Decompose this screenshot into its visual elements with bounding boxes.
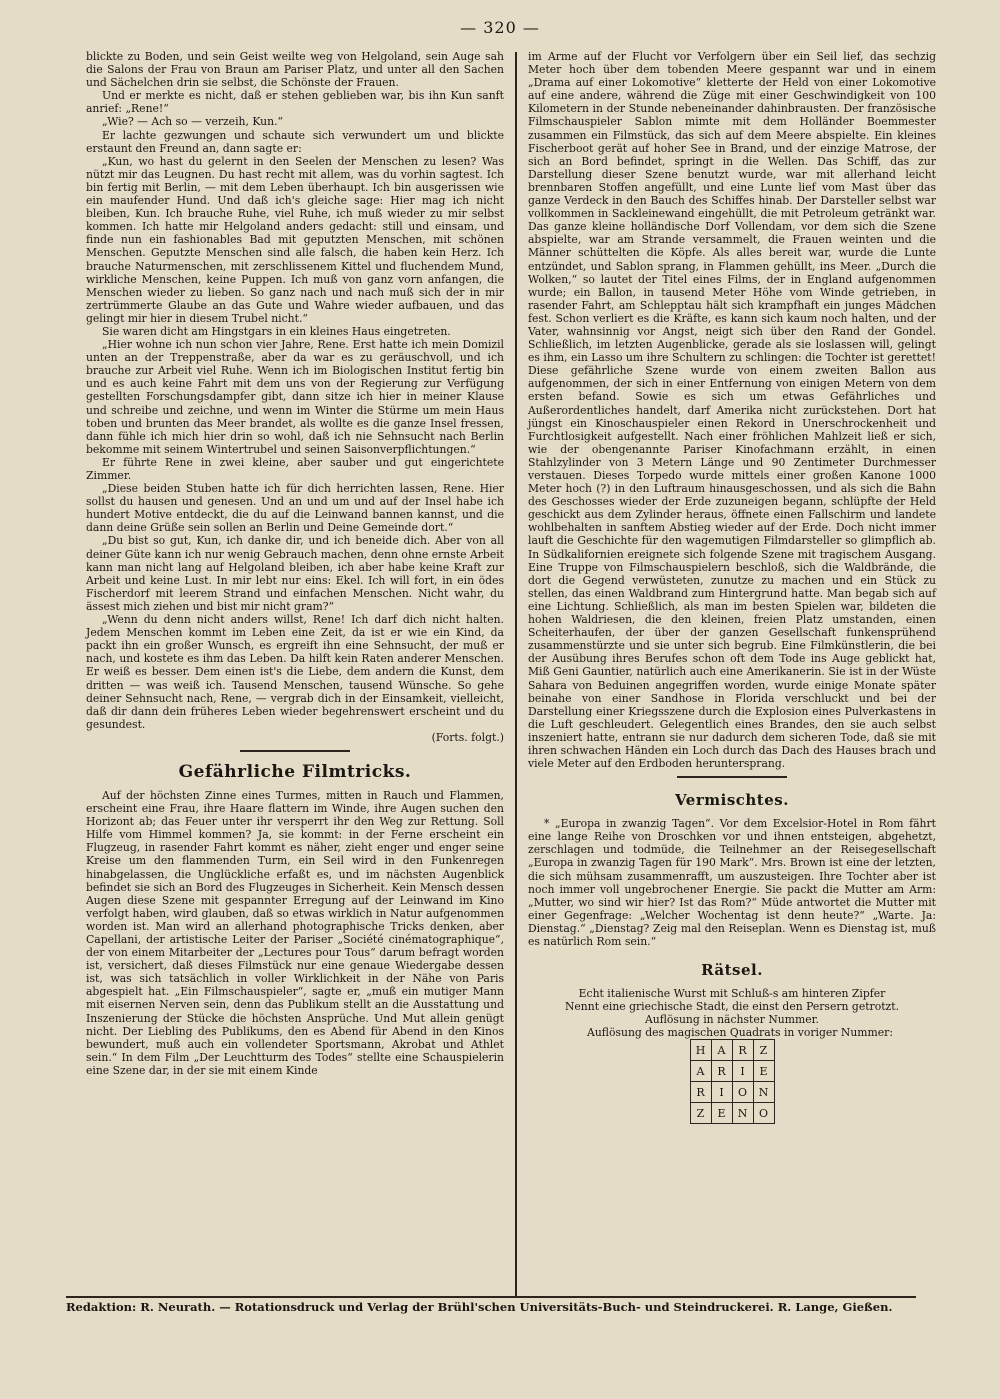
square-row	[690, 1082, 774, 1103]
square-cell: N	[753, 1082, 774, 1103]
square-cell: Z	[753, 1040, 774, 1061]
story-paragraph: Sie waren dicht am Hingstgars in ein kleines Haus eingetreten.	[102, 324, 451, 338]
misc-paragraph: * „Europa in zwanzig Tagen“. Vor dem Excelsior-Hotel in Rom fährt eine lange Reihe von Droschken vor und ihnen entsteigen, abgehetzt, zerschlagen und todmüde, die Teilnehmer an der Reisegesellschaft „Europa in zwanzig Tagen für 190 Mark“. Mrs. Brown ist eine der letzten, die sich mühsam zusammenrafft, um auszusteigen. Ihre Tochter aber ist noch immer voll ungebrochener Energie. Sie packt die Mutter am Arm: „Mutter, wo sind wir hier? Ist das Rom?“ Müde antwortet die Mutter mit einer Gegenfrage: „Welcher Wochentag ist denn heute?“ „Warte. Ja: Dienstag.“ „Dienstag? Zeig mal den Reiseplan. Wenn es Dienstag ist, muß es natürlich Rom sein.“	[528, 817, 936, 948]
square-row	[690, 1040, 774, 1061]
page-number: — 320 —	[460, 18, 540, 37]
square-cell: I	[711, 1082, 732, 1103]
square-cell: E	[753, 1061, 774, 1082]
article-paragraph: Auf der höchsten Zinne eines Turmes, mitten in Rauch und Flammen, erscheint eine Frau, ihre Haare flattern im Winde, ihre Augen suchen den Horizont ab; das Feuer unter ihr versperrt ihr den Weg zur Rettung. Soll Hilfe vom Himmel kommen? Ja, sie kommt: in der Ferne erscheint ein Flugzeug, in rasender Fahrt kommt es näher, zieht enger und enger seine Kreise um den flammenden Turm, ein Seil wird in den Funkenregen hinabgelassen, die Unglückliche erfaßt es, und im nächsten Augenblick befindet sie sich an Bord des Flugzeuges in Sicherheit. Kein Mensch dessen Augen diese Szene mit gespannter Erregung auf der Leinwand im Kino verfolgt haben, wird glauben, daß so etwas wirklich in Natur aufgenommen worden ist. Man wird an allerhand photographische Tricks denken, aber Capellani, der artistische Leiter der Pariser „Société cinématographique“, der von einem Mitarbeiter der „Lectures pour Tous“ darum befragt worden ist, versichert, daß dieses Filmstück nur eine genaue Wiedergabe dessen ist, was sich tatsächlich in voller Wirklichkeit in der Nähe von Paris abgespielt hat. „Ein Filmschauspieler“, sagte er, „muß ein mutiger Mann mit eisernen Nerven sein, denn das Publikum stellt an die Ausstattung und Inszenierung der Stücke die höchsten Ansprüche. Und Mut allein genügt nicht. Der Liebling des Publikums, den es Abend für Abend in den Kinos bewundert, muß auch ein vollendeter Sportsmann, Akrobat und Athlet sein.“ In dem Film „Der Leuchtturm des Todes“ stellte eine Schauspielerin eine Szene dar, in der sie mit einem Kinde	[86, 788, 504, 1077]
story-paragraph: „Diese beiden Stuben hatte ich für dich herrichten lassen, Rene. Hier sollst du hausen und genesen. Und an und um und auf der Insel habe ich hundert Motive entdeckt, die du auf die Leinwand bannen kannst, und die dann deine Grüße sein sollen an Berlin und Deine Gemeinde dort.“	[86, 482, 504, 535]
square-cell: O	[753, 1103, 774, 1124]
imprint-footer: Redaktion: R. Neurath. — Rotationsdruck und Verlag der Brühl'schen Universitäts-Buch- und Steindruckerei. R. Lange, Gießen.	[66, 1300, 893, 1314]
right-column	[528, 50, 936, 1124]
riddle-line: Nennt eine griechische Stadt, die einst den Persern getrotzt.	[564, 1000, 900, 1014]
square-cell: Z	[690, 1103, 711, 1124]
square-row	[690, 1103, 774, 1124]
riddle	[528, 987, 936, 1026]
story-paragraph: Und er merkte es nicht, daß er stehen geblieben war, bis ihn Kun sanft anrief: „Rene!“	[86, 89, 504, 116]
section-divider	[240, 750, 350, 752]
story-paragraph: „Wie? — Ach so — verzeih, Kun.“	[102, 115, 284, 129]
square-cell: E	[711, 1103, 732, 1124]
story-paragraph: „Kun, wo hast du gelernt in den Seelen der Menschen zu lesen? Was nützt mir das Leugnen. Du hast recht mit allem, was du vorhin sagtest. Ich bin fertig mit Berlin, — mit dem Leben überhaupt. Ich bin ausgerissen wie ein maufender Hund. Und daß ich's gleiche sage: Hier mag ich nicht bleiben, Kun. Ich brauche Ruhe, viel Ruhe, ich muß wieder zu mir selbst kommen. Ich hatte mir Helgoland anders gedacht: still und einsam, und finde nun ein fashionables Bad mit geputzten Menschen, mit schönen Menschen. Geputzte Menschen sind alle falsch, die haben kein Herz. Ich brauche Naturmenschen, mit zerschlissenem Kittel und fluchendem Mund, wirkliche Menschen, keine Puppen. Ich muß von ganz vorn anfangen, die Menschen wieder zu lieben. So ganz nach und nach muß sich der in mir zertrümmerte Glaube an das Gute und Wahre wieder aufbauen, und das gelingt mir hier in diesem Trubel nicht.“	[86, 154, 504, 325]
square-cell: R	[711, 1061, 732, 1082]
magic-square	[690, 1039, 775, 1124]
story-paragraph: „Du bist so gut, Kun, ich danke dir, und ich beneide dich. Aber von all deiner Güte kann ich nur wenig Gebrauch machen, denn ohne ernste Arbeit kann man nicht lang auf Helgoland bleiben, ich aber habe keine Kraft zur Arbeit und keine Lust. In mir lebt nur eins: Ekel. Ich will fort, in ein ödes Fischerdorf mit leerem Strand und einfachen Menschen. Nicht wahr, du ässest mich ziehen und bist mir nicht gram?“	[86, 534, 504, 613]
solution-caption: Auflösung des magischen Quadrats in voriger Nummer:	[587, 1026, 893, 1040]
square-row	[690, 1061, 774, 1082]
square-cell: R	[690, 1082, 711, 1103]
misc-title: Vermischtes.	[675, 791, 789, 810]
left-column	[86, 50, 504, 1077]
column-divider	[515, 52, 517, 1297]
footer-divider	[66, 1296, 916, 1298]
story-paragraph: „Wenn du denn nicht anders willst, Rene! Ich darf dich nicht halten. Jedem Menschen kommt im Leben eine Zeit, da ist er wie ein Kind, da packt ihn ein großer Wunsch, es ergreift ihn eine Sehnsucht, der muß er nach, und kostete es ihm das Leben. Da hilft kein Raten anderer Menschen. Er weiß es besser. Dem einen ist's die Liebe, dem andern die Kunst, dem dritten — was weiß ich. Tausend Menschen, tausend Wünsche. So gehe deiner Sehnsucht nach, Rene, — vergrab dich in der Einsamkeit, vielleicht, daß dir dann dein früheres Leben wieder begehrenswert erscheint und du gesundest.	[86, 613, 504, 731]
continued-note: (Forts. folgt.)	[431, 730, 504, 744]
square-cell: A	[690, 1061, 711, 1082]
square-cell: O	[732, 1082, 753, 1103]
square-cell: R	[732, 1040, 753, 1061]
square-cell: A	[711, 1040, 732, 1061]
square-cell: N	[732, 1103, 753, 1124]
story-paragraph: Er lachte gezwungen und schaute sich verwundert um und blickte erstaunt den Freund an, dann sagte er:	[86, 128, 504, 155]
square-cell: H	[690, 1040, 711, 1061]
story-paragraph: „Hier wohne ich nun schon vier Jahre, Rene. Erst hatte ich mein Domizil unten an der Treppenstraße, aber da war es zu geräuschvoll, und ich brauche zur Arbeit viel Ruhe. Wenn ich im Biologischen Institut fertig bin und es auch keine Fahrt mit dem uns von der Regierung zur Verfügung gestellten Forschungsdampfer gibt, dann sitze ich hier in meiner Klause und schreibe und zeichne, und wenn im Winter die Stürme um mein Haus toben und brunten das Meer brandet, als wollte es die ganze Insel fressen, dann fühle ich mich hier drin so wohl, daß ich nie Sehnsucht nach Berlin bekomme mit seinem Wintertrubel und seinen Saisonverpflichtungen.“	[86, 338, 504, 456]
article-paragraph: im Arme auf der Flucht vor Verfolgern über ein Seil lief, das sechzig Meter hoch über dem tobenden Meere gespannt war und in einem „Drama auf einer Lokomotive“ kletterte der Held von einer Lokomotive auf eine andere, während die Züge mit einer Geschwindigkeit von 100 Kilometern in der Stunde nebeneinander dahinbrausten. Der französische Filmschauspieler Sablon mimte mit dem Holländer Boemmester zusammen ein Filmstück, das sich auf dem Meere abspielte. Ein kleines Fischerboot gerät auf hoher See in Brand, und der einzige Matrose, der sich an Bord befindet, springt in die Wellen. Das Schiff, das zur Darstellung dieser Szene benutzt wurde, war mit allerhand leicht brennbaren Stoffen angefüllt, und eine Lunte lief vom Mast über das ganze Verdeck in den Bauch des Schiffes hinab. Der Darsteller selbst war vollkommen in Sackleinewand eingehüllt, die mit Petroleum getränkt war. Das ganze kleine holländische Dorf Vollendam, vor dem sich die Szene abspielte, war am Strande versammelt, die Frauen weinten und die Männer schüttelten die Köpfe. Als alles bereit war, wurde die Lunte entzündet, und Sablon sprang, in Flammen gehüllt, ins Meer. „Durch die Wolken,“ so lautet der Titel eines Films, der in England aufgenommen wurde; ein Ballon, in tausend Meter Höhe vom Winde getrieben, in rasender Fahrt, am Schlepptau hält sich krampfhaft ein junges Mädchen fest. Schon verliert es die Kräfte, es kann sich kaum noch halten, und der Vater, wahnsinnig vor Angst, neigt sich über den Rand der Gondel. Schließlich, im letzten Augenblicke, gerade als sie loslassen will, gelingt es ihm, ein Lasso um ihre Schultern zu schlingen: die Tochter ist gerettet! Diese gefährliche Szene wurde von einem zweiten Ballon aus aufgenommen, der sich in einer Entfernung von einigen Metern von dem ersten befand. Sowie es sich um etwas Gefährliches und Außerordentliches handelt, darf Amerika nicht zurückstehen. Dort hat jüngst ein Kinoschauspieler einen Rekord in Unerschrockenheit und Furchtlosigkeit aufgestellt. Nach einer fröhlichen Mahlzeit ließ er sich, wie der obengenannte Pariser Kinofachmann erzählt, in einen Stahlzylinder von 3 Metern Länge und 90 Zentimeter Durchmesser verstauen. Dieses Torpedo wurde mittels einer großen Kanone 1000 Meter hoch (?) in den Luftraum hinausgeschossen, und als sich die Bahn des Geschosses wieder der Erde zuzuneigen begann, schlüpfte der Held geschickt aus dem Zylinder heraus, öffnete einen Fallschirm und landete wohlbehalten in sanftem Abstieg wieder auf der Erde. Doch nicht immer lauft die Geschichte für den wagemutigen Filmdarsteller so glimpflich ab. In Südkalifornien ereignete sich folgende Szene mit tragischem Ausgang. Eine Truppe von Filmschauspielern beschloß, sich die Waldbrände, die dort die Gegend verwüsteten, zunutze zu machen und ein Stück zu stellen, das einen Waldbrand zum Hintergrund hatte. Man begab sich auf eine Lichtung. Schließlich, als man im besten Spielen war, bildeten die hohen Waldriesen, die den kleinen, freien Platz umstanden, einen Scheiterhaufen, der über der ganzen Gesellschaft funkensprühend zusammenstürzte und sie unter sich begrub. Eine Filmkünstlerin, die bei der Ausübung ihres Berufes schon oft dem Tode ins Auge geblickt hat, Miß Geni Gauntier, natürlich auch eine Amerikanerin. Sie ist in der Wüste Sahara von Beduinen angegriffen worden, wurde einige Monate später beinahe von einer Sandhose in Florida verschluckt und bei der Darstellung einer Kriegsszene durch die Explosion eines Pulverkastens in die Luft geschleudert. Gelegentlich eines Brandes, den sie auch selbst inszeniert hatte, entrann sie nur dadurch dem sicheren Tode, daß sie mit ihren schwachen Händen ein Loch durch das Dach des Hauses brach und viele Meter auf den Erdboden heruntersprang.	[528, 50, 936, 771]
section-divider	[677, 776, 787, 778]
riddle-title: Rätsel.	[701, 961, 763, 980]
square-cell: I	[732, 1061, 753, 1082]
article-title: Gefährliche Filmtricks.	[178, 761, 412, 782]
riddle-line: Echt italienische Wurst mit Schluß-s am hinteren Zipfer	[578, 987, 886, 1001]
story-paragraph: blickte zu Boden, und sein Geist weilte weg von Helgoland, sein Auge sah die Salons der Frau von Braun am Pariser Platz, und unter all den Sachen und Sächelchen drin sie selbst, die Schönste der Frauen.	[86, 50, 504, 90]
riddle-line: Auflösung in nächster Nummer.	[644, 1013, 819, 1027]
story-paragraph: Er führte Rene in zwei kleine, aber sauber und gut eingerichtete Zimmer.	[86, 455, 504, 482]
